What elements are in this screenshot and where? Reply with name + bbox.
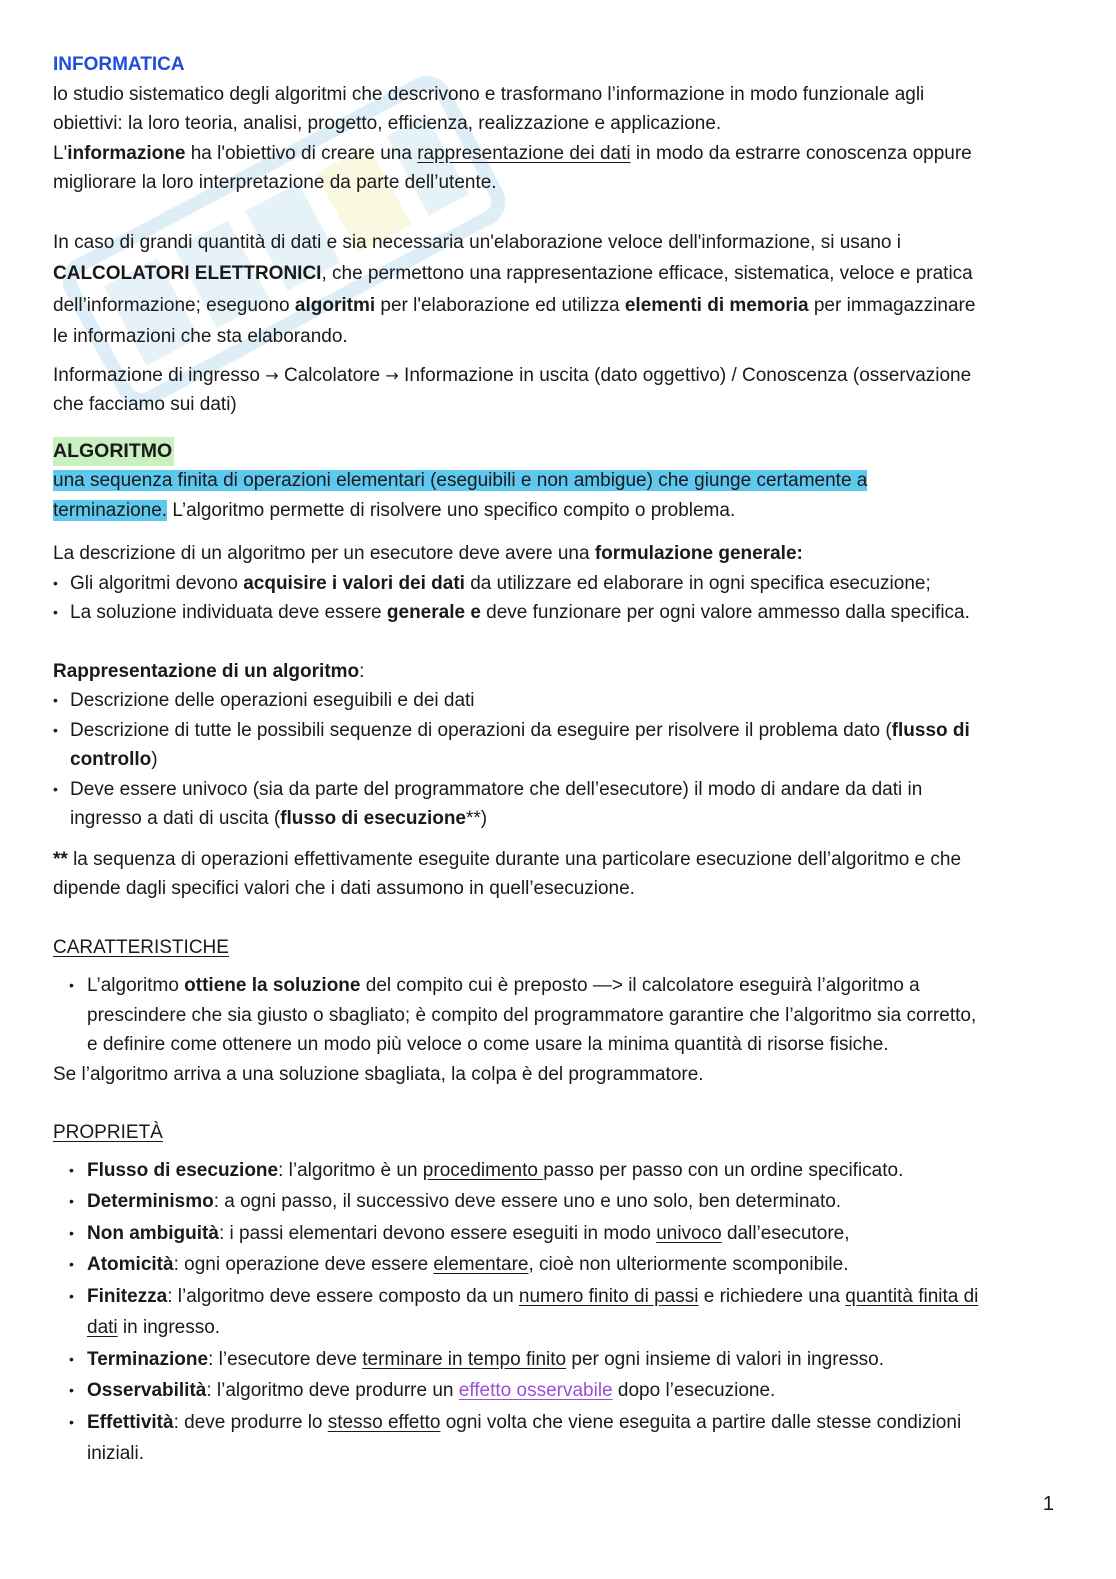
text: : i passi elementari devono essere eseguiti in modo [218, 1222, 657, 1244]
text: in modo da estrarre conoscenza oppure [630, 142, 972, 164]
list-item [69, 1218, 1063, 1250]
underlined-term: rappresentazione dei dati [417, 142, 631, 164]
bold-term: flusso di [891, 719, 970, 741]
text: per l'elaborazione ed utilizza [375, 294, 625, 316]
text: per immagazzinare [808, 294, 976, 316]
section-title-informatica: INFORMATICA [53, 54, 185, 75]
text: La soluzione individuata deve essere [70, 602, 387, 623]
text: L’algoritmo [87, 975, 185, 996]
text: passo per passo con un ordine specificato. [543, 1159, 904, 1181]
subsection-title-rappresentazione [53, 657, 1063, 687]
text: : l’algoritmo deve produrre un [206, 1380, 459, 1401]
underlined-term: dati [87, 1317, 118, 1338]
text: in ingresso. [117, 1317, 221, 1338]
list-item [69, 1186, 1063, 1218]
text: lo studio sistematico degli algoritmi che descrivono e trasformano l’informazione in modo funzionale agli [53, 83, 925, 105]
underlined-term: stesso effetto [327, 1411, 441, 1433]
list-item [69, 1407, 1063, 1470]
text: Informazione in uscita (dato oggettivo) / Conoscenza (osservazione [398, 364, 972, 386]
underlined-term: quantità finita di [845, 1285, 979, 1307]
bold-term: Rappresentazione di un algoritmo [53, 660, 360, 682]
paragraph-calcolatori [53, 227, 1063, 353]
bold-term: informazione [67, 142, 186, 164]
text: L’algoritmo permette di risolvere uno specifico compito o problema. [167, 499, 736, 521]
document-page [53, 50, 1063, 1470]
underlined-term: elementare [433, 1254, 529, 1275]
list-item [69, 1375, 1063, 1407]
arrow-right-icon: → [385, 365, 399, 385]
text: deve funzionare per ogni valore ammesso dalla specifica. [480, 602, 970, 623]
text: ha l'obiettivo di creare una [185, 142, 418, 164]
bold-term: Atomicità [87, 1254, 174, 1275]
note-marker: ** [53, 848, 68, 870]
bold-term: algoritmi [294, 294, 376, 316]
text: , cioè non ulteriormente scomponibile. [528, 1254, 849, 1275]
bold-term: Finitezza [87, 1285, 168, 1307]
underlined-term: univoco [656, 1222, 722, 1244]
highlighted-definition: una sequenza finita di operazioni elementari (eseguibili e non ambigue) che giunge certamente a [53, 470, 868, 491]
text: dipende dagli specifici valori che i dati assumono in quell’esecuzione. [53, 878, 635, 899]
text: : [359, 660, 365, 682]
bold-term: Determinismo [87, 1191, 214, 1212]
list-item [69, 1281, 1063, 1344]
text: del compito cui è preposto —> il calcolatore eseguirà l’algoritmo a [360, 975, 920, 996]
text: **) [466, 808, 488, 829]
text: : a ogni passo, il successivo deve essere uno e uno solo, ben determinato. [213, 1191, 842, 1212]
text: per ogni insieme di valori in ingresso. [566, 1348, 884, 1370]
text: Deve essere univoco (sia da parte del programmatore che dell’esecutore) il modo di andare da dati in [70, 778, 923, 800]
text: obiettivi: la loro teoria, analisi, progetto, efficienza, realizzazione e applicazione. [53, 113, 722, 134]
text: ) [151, 749, 158, 770]
text: ingresso a dati di uscita ( [70, 808, 281, 829]
text: dall’esecutore, [721, 1222, 850, 1244]
bold-term: acquisire i valori dei dati [243, 572, 465, 594]
text: Gli algoritmi devono [70, 572, 244, 594]
bold-term: CALCOLATORI ELETTRONICI [53, 263, 322, 284]
text: le informazioni che sta elaborando. [53, 326, 348, 347]
text: migliorare la loro interpretazione da parte dell’utente. [53, 172, 497, 193]
list-item [53, 775, 1063, 834]
highlighted-definition: terminazione. [53, 499, 168, 521]
paragraph [53, 80, 1063, 198]
section-title-proprieta [53, 1118, 1063, 1148]
list-item [53, 569, 1063, 599]
text: che facciamo sui dati) [53, 394, 237, 415]
text: : l’esecutore deve [208, 1348, 363, 1370]
text: prescindere che sia giusto o sbagliato; è compito del programmatore garantire che l’algoritmo sia corretto, [87, 1004, 977, 1026]
text: In caso di grandi quantità di dati e sia necessaria un'elaborazione veloce dell'informazione, si usano i [53, 231, 901, 253]
list-item [53, 598, 1063, 628]
section-title-algoritmo [53, 437, 1063, 467]
bold-term: flusso di esecuzione [280, 808, 466, 829]
paragraph-note [53, 845, 1063, 904]
list-item [69, 1344, 1063, 1376]
bold-term: formulazione generale: [594, 543, 803, 564]
text: Descrizione di tutte le possibili sequenze di operazioni da eseguire per risolvere il problema dato ( [70, 719, 892, 741]
text: Descrizione delle operazioni eseguibili e dei dati [70, 690, 475, 711]
text: Informazione di ingresso [53, 364, 266, 386]
paragraph-definition [53, 466, 1063, 525]
text: : l’algoritmo è un [278, 1159, 423, 1181]
bold-term: Flusso di esecuzione [87, 1159, 279, 1181]
paragraph-flow [53, 361, 1063, 420]
bold-term: Terminazione [87, 1348, 209, 1370]
text: : deve produrre lo [173, 1411, 328, 1433]
underlined-term: procedimento [422, 1159, 544, 1181]
text: : ogni operazione deve essere [173, 1254, 434, 1275]
text: dopo l’esecuzione. [612, 1380, 776, 1401]
text: Calcolatore [278, 364, 386, 386]
bold-term: Osservabilità [87, 1380, 207, 1401]
link-effetto-osservabile[interactable]: effetto osservabile [458, 1380, 613, 1401]
text: iniziali. [87, 1443, 145, 1464]
text: La descrizione di un algoritmo per un esecutore deve avere una [53, 543, 595, 564]
text: la sequenza di operazioni effettivamente eseguite durante una particolare esecuzione dell’algoritmo e che [67, 848, 962, 870]
bullet-list [53, 971, 1063, 1060]
section-title-caratteristiche [53, 933, 1063, 963]
paragraph-description [53, 539, 1063, 569]
paragraph: Se l’algoritmo arriva a una soluzione sbagliata, la colpa è del programmatore. [53, 1063, 704, 1085]
bullet-list [53, 569, 1063, 628]
bold-term: Effettività [87, 1411, 174, 1433]
text: dell’informazione; eseguono [53, 294, 295, 316]
underlined-heading: PROPRIETÀ [53, 1122, 163, 1143]
bold-term: ottiene la soluzione [184, 975, 361, 996]
bold-term: elementi di memoria [624, 294, 809, 316]
list-item [69, 1249, 1063, 1281]
list-item [53, 716, 1063, 775]
text: ogni volta che viene eseguita a partire dalle stesse condizioni [440, 1411, 962, 1433]
page-number: 1 [1042, 1493, 1054, 1515]
properties-list [53, 1155, 1063, 1470]
list-item [69, 1155, 1063, 1187]
underlined-heading: CARATTERISTICHE [53, 936, 229, 958]
arrow-right-icon: → [265, 365, 279, 385]
bold-term: generale e [386, 602, 481, 623]
text: da utilizzare ed elaborare in ogni specifica esecuzione; [464, 572, 931, 594]
text: e richiedere una [698, 1285, 846, 1307]
text: L' [53, 142, 68, 164]
bullet-list [53, 686, 1063, 834]
bold-term: Non ambiguità [87, 1222, 219, 1244]
bold-term: controllo [70, 749, 152, 770]
underlined-term: numero finito di passi [518, 1285, 699, 1307]
list-item [69, 971, 1063, 1060]
text: e definire come ottenere un modo più veloce o come usare la minima quantità di risorse fisiche. [87, 1034, 889, 1055]
algoritmo-heading: ALGORITMO [53, 437, 174, 467]
underlined-term: terminare in tempo finito [362, 1348, 567, 1370]
text: , che permettono una rappresentazione efficace, sistematica, veloce e pratica [321, 263, 973, 284]
list-item [53, 686, 1063, 716]
text: : l’algoritmo deve essere composto da un [167, 1285, 519, 1307]
